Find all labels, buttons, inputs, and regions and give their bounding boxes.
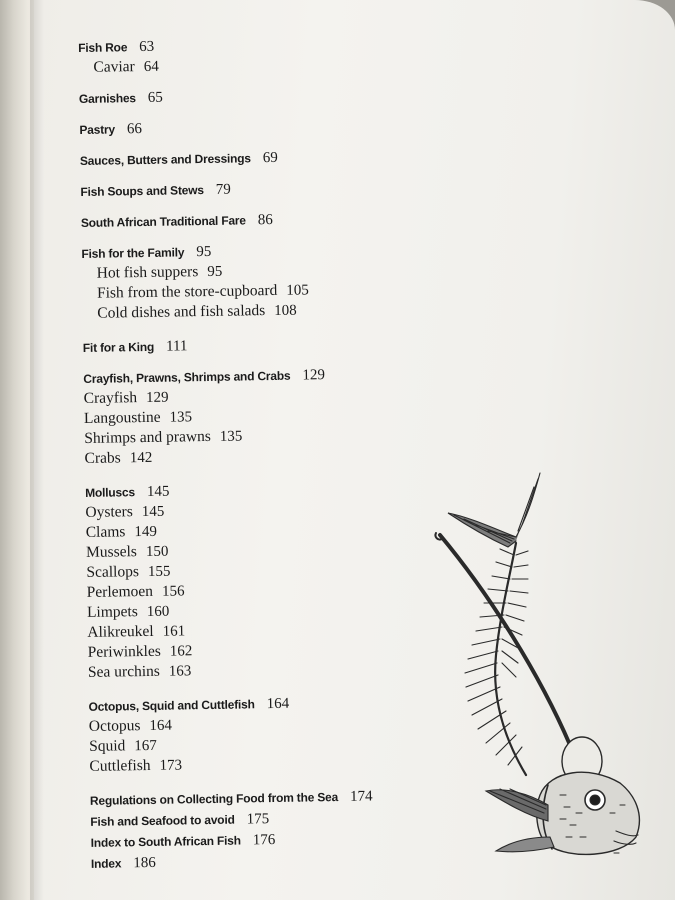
toc-page-number: 149 [134, 523, 158, 541]
toc-subentry-title: Shrimps and prawns [84, 427, 211, 447]
toc-section [83, 331, 503, 358]
toc-subentry-title: Fish from the store-cupboard [96, 281, 278, 302]
toc-heading-title: Fish Soups and Stews [80, 183, 204, 199]
toc-subentry-title: Squid [88, 737, 126, 755]
toc-heading [79, 82, 499, 109]
toc-page-number: 129 [302, 367, 326, 384]
toc-subentry-title: Langoustine [83, 408, 161, 427]
toc-subentry-title: Cuttlefish [89, 756, 151, 775]
toc-subentry-title: Perlemoen [86, 582, 154, 601]
toc-subentry-title: Alikreukel [87, 622, 154, 641]
toc-page-number: 164 [266, 695, 290, 713]
toc-page-number: 108 [274, 302, 297, 319]
toc-heading-title: Sauces, Butters and Dressings [79, 151, 251, 168]
toc-page-number: 95 [196, 243, 212, 261]
toc-page-number: 142 [129, 449, 153, 467]
toc-page-number: 65 [147, 89, 163, 106]
toc-subentry-title: Mussels [85, 543, 138, 561]
toc-page-number: 111 [165, 338, 188, 355]
toc-page-number: 176 [252, 832, 276, 849]
toc-heading [83, 331, 503, 358]
toc-page-number: 63 [139, 38, 155, 56]
toc-page-number: 135 [169, 409, 193, 426]
toc-heading [80, 144, 500, 171]
toc-page-number: 155 [147, 563, 171, 580]
toc-page-number: 129 [145, 389, 169, 406]
toc-section [80, 175, 500, 202]
toc-page-number: 64 [143, 58, 159, 75]
toc-page-number: 164 [149, 717, 173, 734]
toc-heading-title: Fish for the Family [81, 245, 185, 261]
toc-section [78, 31, 499, 78]
toc-heading [80, 175, 500, 202]
toc-heading-title: Octopus, Squid and Cuttlefish [88, 697, 255, 714]
toc-heading-title: Fish and Seafood to avoid [90, 812, 235, 829]
toc-heading-title: Molluscs [85, 485, 136, 500]
toc-page-number: 162 [169, 643, 193, 660]
toc-heading-title: Crayfish, Prawns, Shrimps and Crabs [83, 368, 291, 386]
toc-section [79, 113, 499, 140]
toc-section [83, 362, 505, 469]
toc-subentry-title: Hot fish suppers [96, 263, 199, 282]
toc-subentry-title: Caviar [93, 58, 135, 76]
toc-page-number: 173 [159, 757, 183, 774]
toc-subentry-title: Clams [85, 523, 126, 541]
toc-subentry-title: Cold dishes and fish salads [97, 302, 266, 322]
toc-page-number: 174 [349, 788, 373, 805]
toc-heading-title: Regulations on Collecting Food from the Sea [89, 790, 339, 808]
toc-page-number: 95 [207, 263, 223, 280]
toc-page-number: 79 [215, 181, 231, 198]
toc-heading-title: Fit for a King [82, 339, 155, 355]
toc-heading [79, 113, 499, 140]
toc-page-number: 150 [145, 543, 169, 560]
toc-page-number: 135 [219, 428, 243, 445]
toc-section [81, 206, 501, 233]
toc-page-number: 86 [257, 211, 273, 229]
toc-section [79, 82, 499, 109]
toc-page-number: 145 [141, 503, 165, 521]
toc-page-number: 186 [133, 854, 156, 872]
toc-page-number: 156 [161, 583, 185, 600]
toc-subentry-title: Scallops [86, 563, 140, 581]
toc-section [81, 237, 502, 324]
toc-heading-title: Index to South African Fish [90, 833, 241, 850]
toc-heading-title: Index [90, 856, 122, 871]
toc-subentry-title: Sea urchins [87, 662, 160, 681]
toc-page-number: 167 [134, 737, 157, 755]
gutter-shadow [30, 0, 44, 900]
toc-heading [81, 206, 501, 233]
toc-page-number: 163 [168, 663, 192, 680]
toc-subentry-title: Oysters [85, 503, 133, 521]
toc-page-number: 145 [146, 483, 170, 500]
toc-page-number: 105 [286, 282, 309, 299]
toc-page-number: 160 [146, 603, 170, 620]
toc-page-number: 161 [162, 623, 186, 640]
toc-subentry-title: Limpets [86, 603, 138, 621]
fish-skeleton-illustration [430, 465, 655, 865]
toc-heading-title: Garnishes [78, 91, 136, 106]
toc-subentry-title: Crabs [84, 449, 121, 467]
toc-heading-title: South African Traditional Fare [80, 213, 246, 230]
toc-heading-title: Pastry [79, 122, 116, 137]
toc-subentry-title: Octopus [88, 717, 141, 735]
toc-section [80, 144, 500, 171]
toc-heading-title: Fish Roe [78, 40, 128, 55]
toc-subentry-title: Periwinkles [87, 642, 161, 661]
toc-page-number: 69 [262, 149, 278, 167]
toc-page-number: 175 [246, 811, 270, 828]
toc-page-number: 66 [126, 121, 143, 138]
toc-subentry-title: Crayfish [83, 389, 138, 407]
